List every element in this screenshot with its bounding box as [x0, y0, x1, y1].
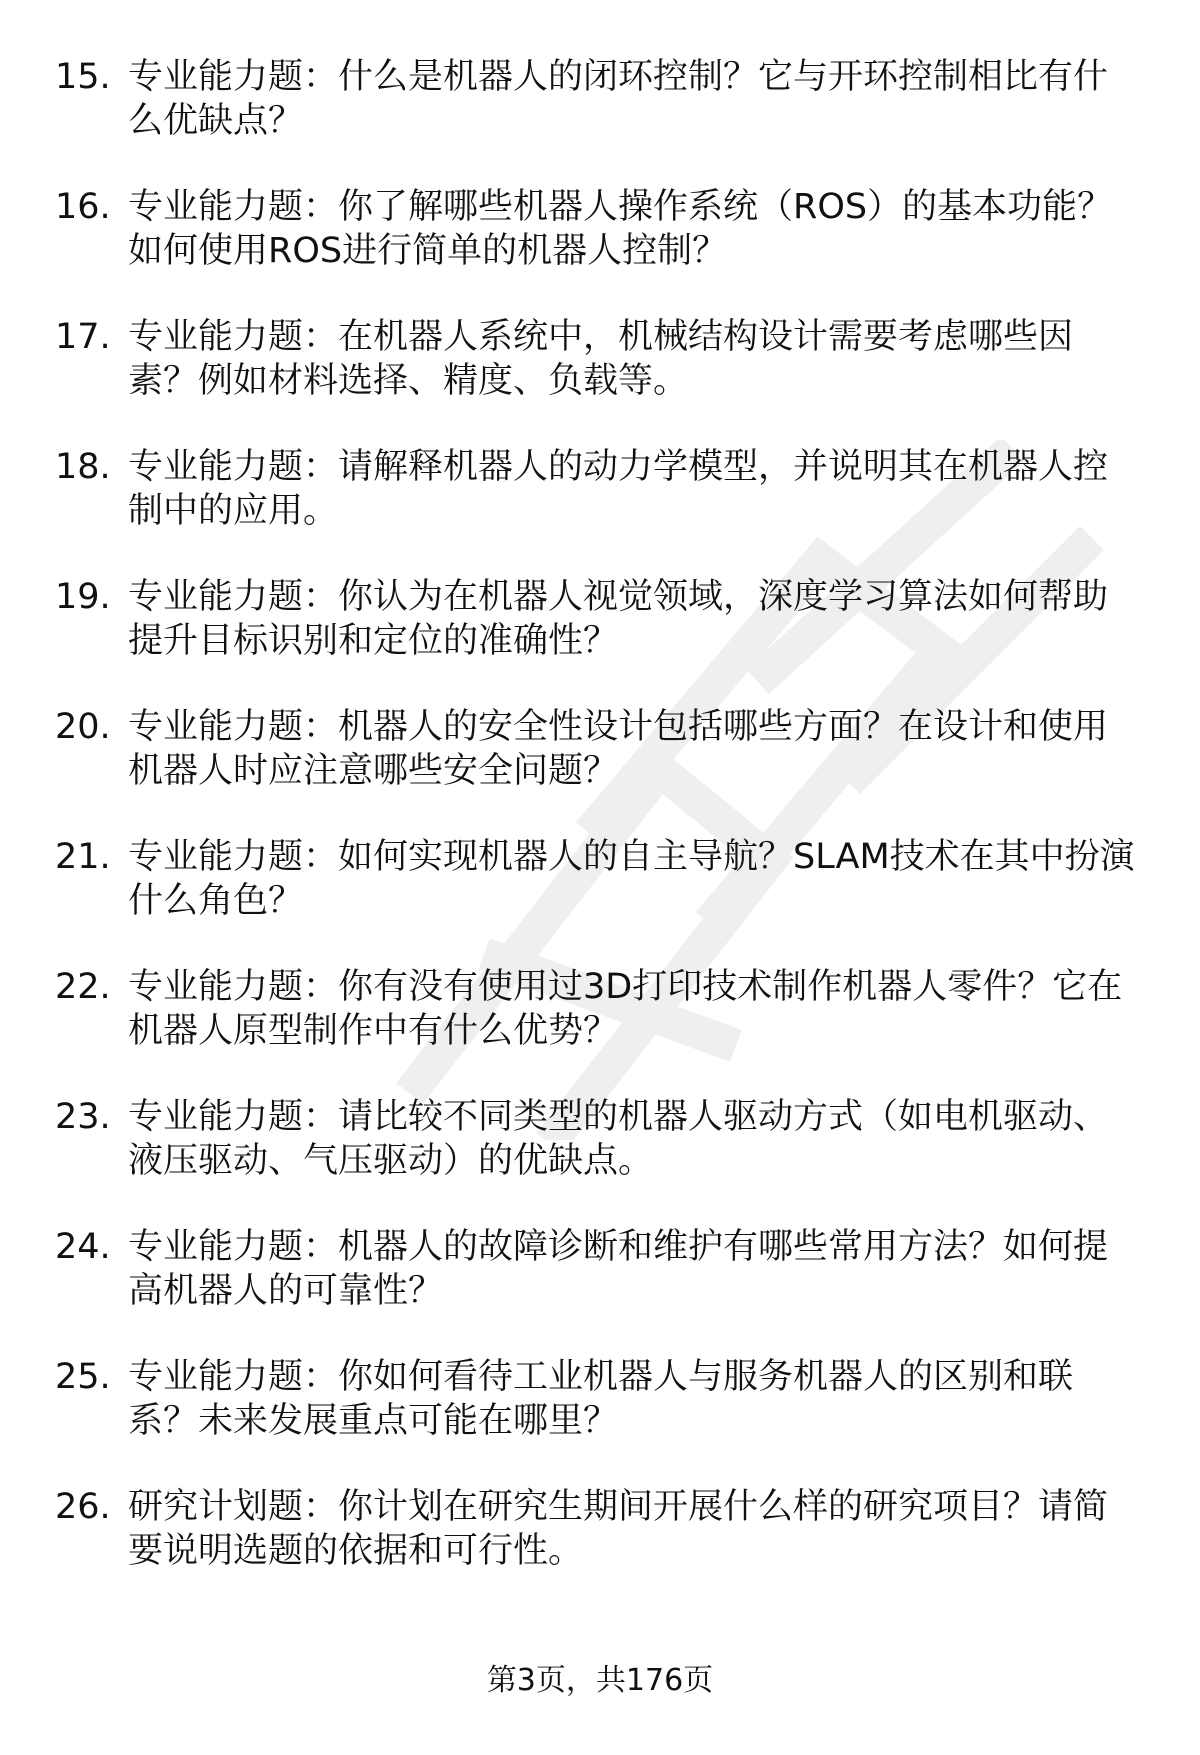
question-text: 专业能力题：如何实现机器人的自主导航？SLAM技术在其中扮演什么角色？ — [128, 837, 1135, 921]
question-number: 15. — [55, 57, 111, 97]
question-item-17 — [55, 315, 1155, 445]
question-item-18 — [55, 445, 1155, 575]
question-item-23 — [55, 1095, 1155, 1225]
question-number: 22. — [55, 967, 111, 1007]
page-footer: 第3页，共176页 — [486, 1663, 714, 1698]
question-number: 23. — [55, 1097, 111, 1137]
question-number: 21. — [55, 837, 111, 877]
question-text: 专业能力题：请比较不同类型的机器人驱动方式（如电机驱动、液压驱动、气压驱动）的优缺点。 — [128, 1097, 1109, 1181]
question-text: 专业能力题：机器人的故障诊断和维护有哪些常用方法？如何提高机器人的可靠性？ — [128, 1227, 1109, 1311]
question-text: 专业能力题：你认为在机器人视觉领域，深度学习算法如何帮助提升目标识别和定位的准确性？ — [128, 577, 1109, 661]
question-text: 专业能力题：你了解哪些机器人操作系统（ROS）的基本功能？如何使用ROS进行简单的机器人控制？ — [128, 187, 1113, 271]
question-text: 专业能力题：在机器人系统中，机械结构设计需要考虑哪些因素？例如材料选择、精度、负载等。 — [128, 317, 1074, 401]
question-text: 专业能力题：你如何看待工业机器人与服务机器人的区别和联系？未来发展重点可能在哪里？ — [128, 1357, 1074, 1441]
question-item-19 — [55, 575, 1155, 705]
question-text: 专业能力题：你有没有使用过3D打印技术制作机器人零件？它在机器人原型制作中有什么优势？ — [128, 967, 1123, 1051]
question-item-26 — [55, 1485, 1155, 1615]
question-item-15 — [55, 55, 1155, 185]
question-text: 专业能力题：机器人的安全性设计包括哪些方面？在设计和使用机器人时应注意哪些安全问题？ — [128, 707, 1109, 791]
question-number: 24. — [55, 1227, 111, 1267]
question-number: 20. — [55, 707, 111, 747]
question-text: 专业能力题：请解释机器人的动力学模型，并说明其在机器人控制中的应用。 — [128, 447, 1109, 531]
question-item-20 — [55, 705, 1155, 835]
question-number: 18. — [55, 447, 111, 487]
question-number: 16. — [55, 187, 111, 227]
question-number: 17. — [55, 317, 111, 357]
question-list — [55, 55, 1155, 1615]
question-text: 研究计划题：你计划在研究生期间开展什么样的研究项目？请简要说明选题的依据和可行性。 — [128, 1487, 1109, 1571]
question-item-21 — [55, 835, 1155, 965]
question-number: 25. — [55, 1357, 111, 1397]
question-text: 专业能力题：什么是机器人的闭环控制？它与开环控制相比有什么优缺点？ — [128, 57, 1109, 141]
question-item-25 — [55, 1355, 1155, 1485]
question-item-22 — [55, 965, 1155, 1095]
question-item-16 — [55, 185, 1155, 315]
question-item-24 — [55, 1225, 1155, 1355]
question-number: 26. — [55, 1487, 111, 1527]
question-number: 19. — [55, 577, 111, 617]
